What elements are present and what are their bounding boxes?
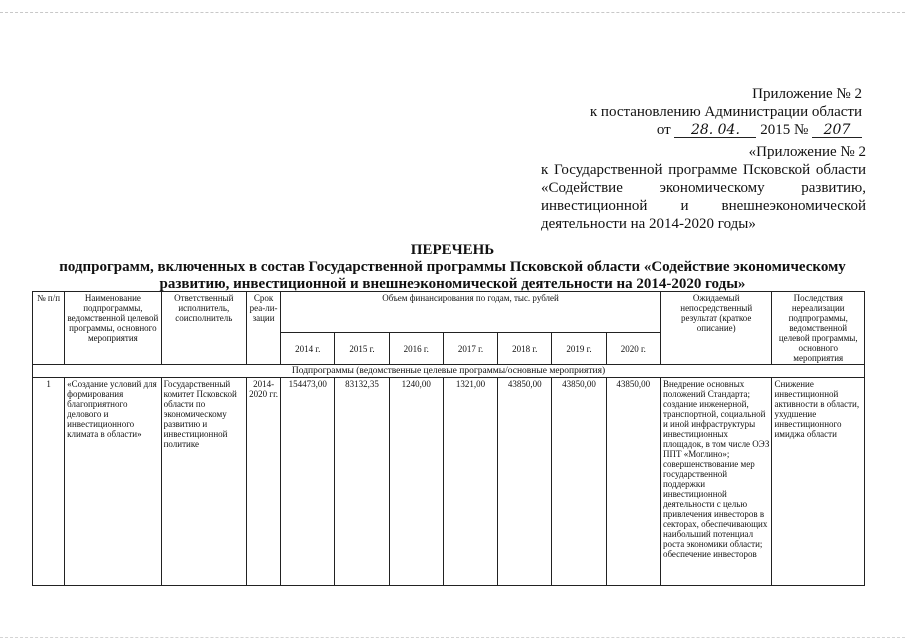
appendix-1-to-line: к постановлению Администрации области <box>589 104 862 120</box>
row-value-2017: 1321,00 <box>443 378 497 586</box>
header-result: Ожидаемый непосредственный результат (краткое описание) <box>660 292 772 365</box>
table-row <box>33 378 865 586</box>
scan-edge-bottom <box>0 637 905 638</box>
row-value-2015: 83132,35 <box>335 378 389 586</box>
appendix-2-header <box>541 143 866 233</box>
handwritten-date: 28. 04. <box>674 123 756 138</box>
header-year: 2015 г. <box>335 333 389 365</box>
header-executor: Ответственный исполнитель, соисполнитель <box>161 292 246 365</box>
row-name: «Создание условий для формирования благоприятного делового и инвестиционного климата в области» <box>65 378 161 586</box>
appendix-1-title: Приложение № 2 <box>752 86 862 102</box>
header-year: 2016 г. <box>389 333 443 365</box>
date-prefix: от <box>656 122 671 138</box>
row-term: 2014-2020 гг. <box>246 378 280 586</box>
year-number-label: 2015 № <box>760 122 809 138</box>
handwritten-number: 207 <box>812 123 862 138</box>
appendix-1-header <box>0 85 862 139</box>
appendix-2-text: к Государственной программе Псковской области «Содействие экономическому развитию, инвестиционной и внешнеэкономической деятельности на 2014-2020 годы» <box>541 162 866 232</box>
row-result: Внедрение основных положений Стандарта; создание инженерной, транспортной, социальной и иной инфраструктуры инвестиционных площадок, в том числе ОЭЗ ППТ «Моглино»; совершенствование мер государственной поддержки инвестиционной деятельности с целью привлечения инвесторов в секторах, обеспечивающих наибольший потенциал роста экономики области; обеспечение инвесторов <box>660 378 772 586</box>
table-header-row <box>33 292 865 333</box>
header-term: Срок реа-ли-зации <box>246 292 280 365</box>
program-table <box>32 291 865 586</box>
document-subtitle: подпрограмм, включенных в состав Государственной программы Псковской области «Содействие экономическому развитию, инвестиционной и внешнеэкономической деятельности на 2014-2020 годы» <box>59 259 846 292</box>
header-consequences: Последствия нереализации подпрограммы, ведомственной целевой программы, основного мероприятия <box>772 292 865 365</box>
scan-edge-top <box>0 12 905 13</box>
row-value-2016: 1240,00 <box>389 378 443 586</box>
appendix-2-title: «Приложение № 2 <box>748 144 866 160</box>
header-funding: Объем финансирования по годам, тыс. рублей <box>281 292 661 333</box>
row-value-2020: 43850,00 <box>606 378 660 586</box>
header-year: 2019 г. <box>552 333 606 365</box>
section-row <box>33 365 865 378</box>
section-title: Подпрограммы (ведомственные целевые программы/основные мероприятия) <box>33 365 865 378</box>
header-year: 2017 г. <box>443 333 497 365</box>
header-year: 2014 г. <box>281 333 335 365</box>
row-executor: Государственный комитет Псковской области по экономическому развитию и инвестиционной политике <box>161 378 246 586</box>
header-year: 2020 г. <box>606 333 660 365</box>
row-consequences: Снижение инвестиционной активности в области, ухудшение инвестиционного имиджа области <box>772 378 865 586</box>
appendix-1-date-line <box>0 121 862 139</box>
row-num: 1 <box>33 378 65 586</box>
document-title: ПЕРЕЧЕНЬ <box>410 242 495 258</box>
header-name: Наименование подпрограммы, ведомственной целевой программы, основного мероприятия <box>65 292 161 365</box>
header-num: № п/п <box>33 292 65 365</box>
row-value-2019: 43850,00 <box>552 378 606 586</box>
header-year: 2018 г. <box>498 333 552 365</box>
row-value-2014: 154473,00 <box>281 378 335 586</box>
row-value-2018: 43850,00 <box>498 378 552 586</box>
